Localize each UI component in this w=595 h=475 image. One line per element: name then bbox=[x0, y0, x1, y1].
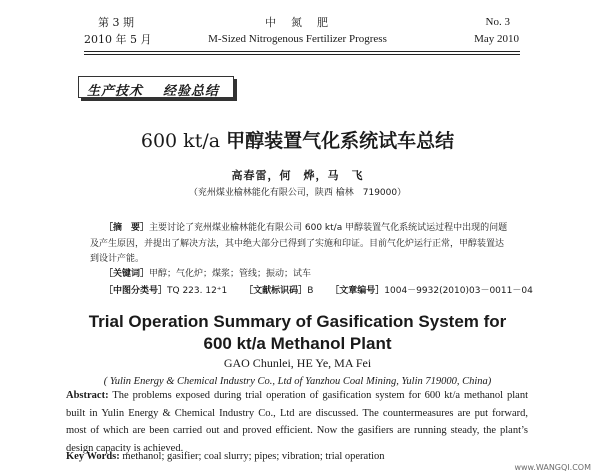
header-date-cn: 2010 年 5 月 bbox=[84, 33, 152, 46]
header-rule-thick bbox=[84, 51, 520, 52]
authors-cn: 高春雷，何 烨，马 飞 bbox=[231, 169, 364, 182]
header-rule-thin bbox=[84, 54, 520, 55]
affiliation-en: ( Yulin Energy & Chemical Industry Co., Ltd of Yanzhou Coal Mining, Yulin 719000, China) bbox=[103, 376, 492, 387]
page-title-en-line2: 600 kt/a Methanol Plant bbox=[203, 334, 392, 353]
keywords-cn-label: ［关键词］ bbox=[104, 269, 150, 279]
column-tag-right: 经验总结 bbox=[163, 84, 220, 99]
article-no-label: ［文章编号］ bbox=[330, 286, 385, 296]
watermark: www.WANGQI.COM bbox=[514, 463, 591, 472]
abstract-cn-label: ［摘 要］ bbox=[104, 223, 150, 233]
keywords-cn-text: 甲醇；气化炉；煤浆；管线；振动；试车 bbox=[149, 269, 312, 279]
abstract-en bbox=[66, 387, 528, 457]
classification-line bbox=[104, 283, 533, 296]
affiliation-cn: （兖州煤业榆林能化有限公司，陕西 榆林 719000） bbox=[188, 188, 407, 198]
clc-label: ［中图分类号］ bbox=[104, 286, 168, 296]
doc-code-value: B bbox=[307, 286, 314, 296]
title-text: 甲醇装置气化系统试车总结 bbox=[226, 130, 455, 152]
page-title-en-line1: Trial Operation Summary of Gasification System for bbox=[88, 312, 507, 331]
header-issue-en: No. 3 bbox=[485, 16, 510, 28]
authors-en: GAO Chunlei, HE Ye, MA Fei bbox=[223, 356, 372, 370]
journal-name-en: M-Sized Nitrogenous Fertilizer Progress bbox=[208, 33, 387, 45]
abstract-cn bbox=[90, 221, 510, 268]
header-date-en: May 2010 bbox=[474, 33, 519, 45]
title-capacity: 600 kt/a bbox=[140, 130, 227, 152]
keywords-en bbox=[66, 451, 385, 462]
doc-code-label: ［文献标识码］ bbox=[244, 286, 308, 296]
abstract-en-label: Abstract: bbox=[66, 390, 109, 401]
page-title-cn bbox=[0, 126, 595, 153]
keywords-en-label: Key Words: bbox=[66, 451, 120, 462]
journal-name-cn: 中 氮 肥 bbox=[265, 16, 330, 29]
keywords-en-text: methanol; gasifier; coal slurry; pipes; vibration; trial operation bbox=[119, 451, 385, 462]
column-tag bbox=[78, 76, 234, 98]
abstract-cn-text: 主要讨论了兖州煤业榆林能化有限公司 600 kt/a 甲醇装置气化系统试运过程中出现的问题及产生原因，并提出了解决方法，其中绝大部分已得到了实施和印证。目前气化炉运行正常，甲醇装置达到设计产能。 bbox=[90, 223, 508, 264]
keywords-cn bbox=[104, 266, 311, 279]
clc-value: TQ 223. 12⁺1 bbox=[167, 286, 228, 296]
abstract-en-text: The problems exposed during trial operation of gasification system for 600 kt/a methanol plant built in Yulin Energy & Chemical Industry Co., Ltd are discussed. The countermeasures are put forward, most of which are been carried out and proved efficient. Now the gasifiers are running steady, the plant’s design capacity is achieved. bbox=[66, 390, 528, 454]
header-issue-cn: 第 3 期 bbox=[98, 16, 134, 29]
column-tag-left: 生产技术 bbox=[87, 84, 144, 99]
article-no-value: 1004－9932(2010)03－0011－04 bbox=[384, 286, 533, 296]
